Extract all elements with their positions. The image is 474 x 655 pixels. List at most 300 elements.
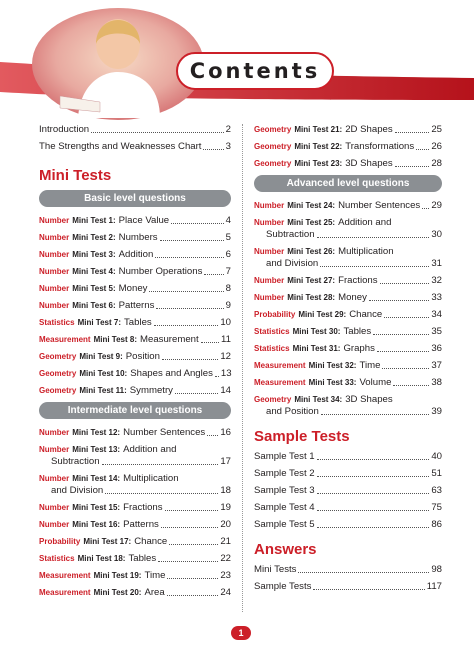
toc-entry[interactable]: [254, 502, 442, 514]
mini-test-label: Mini Test 9:: [79, 352, 123, 361]
entry-title: Tables: [343, 326, 372, 337]
category-label: Probability: [254, 310, 296, 319]
toc-entry[interactable]: [254, 326, 442, 338]
mini-test-label: Mini Test 10:: [79, 369, 128, 378]
entry-title-continued: Subtraction: [266, 229, 315, 240]
mini-test-label: Mini Test 30:: [292, 327, 341, 336]
toc-entry[interactable]: [254, 343, 442, 355]
entry-title: Sample Tests: [254, 581, 312, 592]
leader-dots: [320, 266, 429, 267]
leader-dots: [91, 132, 224, 133]
entry-title: Addition and: [123, 444, 177, 455]
mini-test-label: Mini Test 22:: [294, 142, 343, 151]
page-ref: 98: [431, 564, 442, 575]
toc-entry[interactable]: [254, 581, 442, 593]
page-ref: 33: [431, 292, 442, 303]
leader-dots: [203, 149, 223, 150]
entry-label: [39, 519, 159, 531]
category-label: Geometry: [254, 159, 292, 168]
leader-dots: [167, 578, 218, 579]
page-ref: 21: [220, 536, 231, 547]
leader-dots: [317, 510, 430, 511]
leader-dots: [384, 317, 429, 318]
entry-label: [254, 343, 375, 355]
toc-entry[interactable]: [39, 249, 231, 261]
entry-title: Chance: [134, 536, 168, 547]
entry-line: [254, 246, 442, 258]
leader-dots: [382, 368, 429, 369]
level-bar-basic: Basic level questions: [39, 190, 231, 207]
category-label: Number: [39, 284, 70, 293]
entry-title: Position: [125, 351, 160, 362]
page-ref: 63: [431, 485, 442, 496]
entry-title: Tables: [124, 317, 152, 328]
mini-test-label: Mini Test 32:: [308, 361, 357, 370]
entry-title: Patterns: [123, 519, 159, 530]
leader-dots: [317, 493, 430, 494]
leader-dots: [160, 240, 224, 241]
page-ref: 36: [431, 343, 442, 354]
category-label: Number: [39, 474, 70, 483]
leader-dots: [204, 274, 223, 275]
category-label: Measurement: [39, 571, 91, 580]
mini-test-label: Mini Test 6:: [72, 301, 116, 310]
mini-test-label: Mini Test 26:: [287, 247, 336, 256]
entry-line: [254, 258, 442, 270]
leader-dots: [393, 385, 429, 386]
mini-test-label: Mini Test 17:: [83, 537, 132, 546]
entry-title: Number Sentences: [123, 427, 206, 438]
mini-test-label: Mini Test 31:: [292, 344, 341, 353]
entry-line: [39, 444, 231, 456]
toc-entry[interactable]: [254, 124, 442, 136]
entry-label: [39, 368, 213, 380]
category-label: Measurement: [39, 335, 91, 344]
toc-entry[interactable]: [39, 385, 231, 397]
level-bar-intermediate: Intermediate level questions: [39, 402, 231, 419]
page-ref: 16: [220, 427, 231, 438]
entry-title-continued: Subtraction: [51, 456, 100, 467]
entry-label: [39, 266, 202, 278]
page-ref: 35: [431, 326, 442, 337]
entry-title: Sample Test 1: [254, 451, 315, 462]
category-label: Measurement: [39, 588, 91, 597]
mini-test-label: Mini Test 7:: [77, 318, 121, 327]
category-label: Measurement: [254, 361, 306, 370]
answers-list: [254, 564, 442, 593]
entry-title: Money: [118, 283, 148, 294]
entry-title: Money: [338, 292, 367, 303]
category-label: Number: [39, 267, 70, 276]
entry-label: [254, 377, 391, 389]
entry-label: [254, 141, 414, 153]
entry-title: Patterns: [118, 300, 155, 311]
mini-test-label: Mini Test 1:: [72, 216, 116, 225]
entry-title: Volume: [359, 377, 392, 388]
toc-entry-strengths-chart[interactable]: [39, 141, 231, 153]
mini-test-label: Mini Test 11:: [79, 386, 127, 395]
entry-label: [39, 587, 165, 599]
entry-label: [39, 300, 154, 312]
category-label: Geometry: [254, 125, 292, 134]
page-ref: 22: [220, 553, 231, 564]
page-ref: 18: [220, 485, 231, 496]
category-label: Number: [39, 428, 70, 437]
entry-title: Number Operations: [118, 266, 203, 277]
toc-entry[interactable]: [39, 502, 231, 514]
mini-test-label: Mini Test 16:: [72, 520, 121, 529]
toc-entry[interactable]: [254, 360, 442, 372]
toc-entry[interactable]: [39, 232, 231, 244]
category-label: Statistics: [39, 318, 75, 327]
leader-dots: [422, 208, 429, 209]
leader-dots: [373, 334, 429, 335]
mini-test-label: Mini Test 2:: [72, 233, 116, 242]
page-ref: 6: [225, 249, 231, 260]
leader-dots: [215, 376, 219, 377]
entry-title-continued: and Division: [51, 485, 104, 496]
page-ref: 38: [431, 377, 442, 388]
entry-label: [254, 124, 393, 136]
entry-title: Graphs: [343, 343, 375, 354]
entry-title: 3D Shapes: [345, 158, 393, 169]
column-divider: [242, 124, 243, 612]
toc-entry[interactable]: [39, 553, 231, 565]
leader-dots: [317, 476, 430, 477]
toc-entry[interactable]: [254, 394, 442, 418]
entry-label: [39, 334, 199, 346]
category-label: Geometry: [39, 369, 77, 378]
entry-title: Addition: [118, 249, 154, 260]
page-ref: 19: [220, 502, 231, 513]
leader-dots: [105, 493, 218, 494]
entry-label: [254, 200, 420, 212]
entry-line: [39, 456, 231, 468]
page-ref: 28: [431, 158, 442, 169]
mini-test-label: Mini Test 13:: [72, 445, 121, 454]
entry-label: [254, 275, 378, 287]
page-ref: 25: [431, 124, 442, 135]
leader-dots: [298, 572, 429, 573]
entry-label: [39, 283, 147, 295]
toc-entry-introduction[interactable]: [39, 124, 231, 136]
toc-entry[interactable]: [254, 217, 442, 241]
entry-line: [39, 473, 231, 485]
mini-test-label: Mini Test 8:: [93, 335, 137, 344]
entry-title: Time: [144, 570, 166, 581]
toc-entry[interactable]: [254, 468, 442, 480]
leader-dots: [154, 325, 219, 326]
mini-test-label: Mini Test 33:: [308, 378, 357, 387]
leader-dots: [165, 510, 219, 511]
entry-title: 3D Shapes: [345, 394, 393, 405]
page-ref: 29: [431, 200, 442, 211]
mini-test-label: Mini Test 18:: [77, 554, 126, 563]
entry-title: Shapes and Angles: [130, 368, 213, 379]
toc-entry[interactable]: [254, 292, 442, 304]
category-label: Number: [39, 520, 70, 529]
page-ref: 37: [431, 360, 442, 371]
leader-dots: [317, 459, 430, 460]
entry-title: Fractions: [338, 275, 378, 286]
page-ref: 34: [431, 309, 442, 320]
category-label: Number: [39, 445, 70, 454]
entry-title: Introduction: [39, 124, 90, 135]
leader-dots: [369, 300, 429, 301]
leader-dots: [175, 393, 218, 394]
page-ref: 40: [431, 451, 442, 462]
mini-test-label: Mini Test 20:: [93, 588, 142, 597]
entry-label: [39, 385, 173, 397]
entry-title: Sample Test 2: [254, 468, 315, 479]
leader-dots: [313, 589, 424, 590]
entry-title: Chance: [349, 309, 383, 320]
toc-entry[interactable]: [39, 587, 231, 599]
category-label: Number: [254, 218, 285, 227]
toc-entry[interactable]: [254, 246, 442, 270]
entry-title: Sample Test 3: [254, 485, 315, 496]
page-ref: 39: [431, 406, 442, 417]
mini-test-label: Mini Test 34:: [294, 395, 343, 404]
page-ref: 14: [220, 385, 231, 396]
page-ref: 24: [220, 587, 231, 598]
leader-dots: [169, 544, 218, 545]
entry-label: [254, 309, 382, 321]
page-ref: 30: [431, 229, 442, 240]
entry-line: [254, 394, 442, 406]
mini-test-label: Mini Test 12:: [72, 428, 121, 437]
page-ref: 31: [431, 258, 442, 269]
page-ref: 3: [225, 141, 231, 152]
leader-dots: [321, 414, 430, 415]
entry-label: [39, 351, 160, 363]
leader-dots: [155, 257, 223, 258]
toc-entry[interactable]: [254, 377, 442, 389]
entry-title: Fractions: [123, 502, 163, 513]
page-ref: 26: [431, 141, 442, 152]
category-label: Number: [254, 276, 285, 285]
entry-label: [254, 292, 367, 304]
entry-label: [254, 158, 393, 170]
category-label: Number: [39, 301, 70, 310]
mini-test-label: Mini Test 21:: [294, 125, 343, 134]
page-ref: 9: [225, 300, 231, 311]
toc-entry[interactable]: [39, 473, 231, 497]
mini-test-label: Mini Test 4:: [72, 267, 116, 276]
category-label: Number: [254, 247, 285, 256]
intermediate-list: [39, 427, 231, 599]
page-ref: 86: [431, 519, 442, 530]
page-ref: 13: [220, 368, 232, 379]
entry-title: 2D Shapes: [345, 124, 393, 135]
page-ref: 23: [220, 570, 231, 581]
mini-test-label: Mini Test 19:: [93, 571, 142, 580]
entry-label: [39, 317, 152, 329]
toc-entry[interactable]: [39, 334, 231, 346]
leader-dots: [102, 464, 219, 465]
category-label: Geometry: [254, 142, 292, 151]
advanced-list: [254, 200, 442, 418]
mini-test-label: Mini Test 5:: [72, 284, 116, 293]
leader-dots: [317, 237, 430, 238]
entry-title: Addition and: [338, 217, 392, 228]
page-title-text: Contents: [189, 59, 321, 83]
mini-test-label: Mini Test 23:: [294, 159, 343, 168]
mini-test-label: Mini Test 15:: [72, 503, 121, 512]
toc-entry[interactable]: [254, 275, 442, 287]
entry-line: [254, 217, 442, 229]
toc-entry[interactable]: [254, 519, 442, 531]
toc-entry[interactable]: [254, 309, 442, 321]
toc-entry[interactable]: [39, 536, 231, 548]
mini-test-label: Mini Test 24:: [287, 201, 336, 210]
page-ref: 51: [431, 468, 442, 479]
page-ref: 8: [225, 283, 231, 294]
entry-title: Transformations: [345, 141, 415, 152]
toc-entry[interactable]: [254, 158, 442, 170]
entry-title: Multiplication: [338, 246, 394, 257]
mini-test-label: Mini Test 14:: [72, 474, 121, 483]
toc-entry[interactable]: [39, 570, 231, 582]
entry-title: The Strengths and Weaknesses Chart: [39, 141, 202, 152]
toc-entry[interactable]: [39, 283, 231, 295]
category-label: Number: [254, 201, 285, 210]
basic-list: [39, 215, 231, 397]
page-ref: 17: [220, 456, 231, 467]
entry-line: [39, 485, 231, 497]
category-label: Measurement: [254, 378, 306, 387]
leader-dots: [167, 595, 219, 596]
entry-title: Mini Tests: [254, 564, 297, 575]
page-ref: 32: [431, 275, 442, 286]
category-label: Number: [254, 293, 285, 302]
entry-label: [39, 427, 205, 439]
toc-entry[interactable]: [39, 427, 231, 439]
page-ref: 12: [220, 351, 231, 362]
entry-title-continued: and Position: [266, 406, 319, 417]
toc-entry[interactable]: [254, 200, 442, 212]
entry-title: Area: [144, 587, 165, 598]
page-ref: 10: [220, 317, 231, 328]
page-ref: 117: [426, 581, 442, 592]
leader-dots: [171, 223, 224, 224]
entry-line: [254, 406, 442, 418]
entry-line: [254, 229, 442, 241]
entry-label: [39, 232, 158, 244]
page-ref: 4: [225, 215, 231, 226]
category-label: Geometry: [39, 352, 77, 361]
page-title: [176, 52, 334, 90]
entry-label: [39, 553, 156, 565]
toc-entry[interactable]: [39, 215, 231, 227]
leader-dots: [161, 527, 219, 528]
leader-dots: [158, 561, 218, 562]
toc-entry[interactable]: [254, 564, 442, 576]
entry-label: [39, 570, 165, 582]
toc-entry[interactable]: [39, 368, 231, 380]
section-heading-mini-tests: Mini Tests: [39, 167, 112, 184]
section-heading-sample-tests: Sample Tests: [254, 428, 350, 445]
category-label: Number: [39, 503, 70, 512]
page-ref: 5: [225, 232, 231, 243]
page-ref: 75: [431, 502, 442, 513]
mini-test-label: Mini Test 28:: [287, 293, 336, 302]
toc-entry[interactable]: [39, 444, 231, 468]
category-label: Probability: [39, 537, 81, 546]
leader-dots: [416, 149, 429, 150]
entry-title: Measurement: [140, 334, 199, 345]
leader-dots: [162, 359, 218, 360]
intermediate-cont-list: [254, 124, 442, 170]
entry-label: [254, 326, 371, 338]
entry-title-continued: and Division: [266, 258, 319, 269]
toc-entry[interactable]: [39, 300, 231, 312]
left-column: [39, 124, 231, 604]
category-label: Statistics: [39, 554, 75, 563]
level-bar-advanced: Advanced level questions: [254, 175, 442, 192]
entry-label: [39, 536, 167, 548]
entry-title: Multiplication: [123, 473, 179, 484]
page-ref: 7: [225, 266, 231, 277]
entry-title: Sample Test 4: [254, 502, 315, 513]
toc-entry[interactable]: [39, 266, 231, 278]
toc-entry[interactable]: [39, 519, 231, 531]
page-ref: 2: [225, 124, 231, 135]
mini-test-label: Mini Test 25:: [287, 218, 336, 227]
toc-entry[interactable]: [254, 451, 442, 463]
leader-dots: [395, 166, 430, 167]
leader-dots: [380, 283, 430, 284]
leader-dots: [201, 342, 219, 343]
mini-test-label: Mini Test 27:: [287, 276, 336, 285]
leader-dots: [156, 308, 223, 309]
toc-entry[interactable]: [39, 317, 231, 329]
entry-title: Numbers: [118, 232, 158, 243]
leader-dots: [377, 351, 429, 352]
category-label: Number: [39, 233, 70, 242]
entry-title: Number Sentences: [338, 200, 421, 211]
entry-title: Time: [359, 360, 381, 371]
entry-label: [254, 360, 380, 372]
category-label: Geometry: [254, 395, 292, 404]
entry-label: [39, 502, 163, 514]
page-number-badge: 1: [231, 626, 251, 640]
category-label: Geometry: [39, 386, 77, 395]
mini-test-label: Mini Test 3:: [72, 250, 116, 259]
leader-dots: [317, 527, 430, 528]
sample-list: [254, 451, 442, 531]
toc-entry[interactable]: [39, 351, 231, 363]
entry-title: Sample Test 5: [254, 519, 315, 530]
page-ref: 20: [220, 519, 231, 530]
entry-title: Tables: [128, 553, 157, 564]
leader-dots: [149, 291, 223, 292]
entry-label: [39, 215, 169, 227]
toc-entry[interactable]: [254, 485, 442, 497]
page-ref: 11: [221, 334, 231, 345]
toc-entry[interactable]: [254, 141, 442, 153]
right-column: [254, 124, 442, 598]
leader-dots: [207, 435, 218, 436]
entry-label: [39, 249, 153, 261]
category-label: Number: [39, 216, 70, 225]
mini-test-label: Mini Test 29:: [298, 310, 347, 319]
category-label: Statistics: [254, 344, 290, 353]
section-heading-answers: Answers: [254, 541, 317, 558]
leader-dots: [395, 132, 430, 133]
category-label: Number: [39, 250, 70, 259]
entry-title: Place Value: [118, 215, 170, 226]
